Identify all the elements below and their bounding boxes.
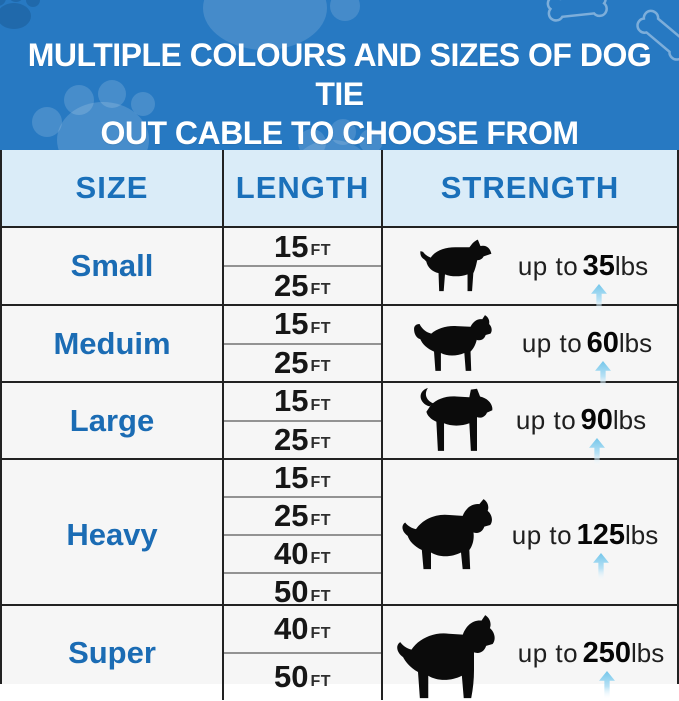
strength-prefix: up to — [521, 328, 583, 358]
strength-text — [512, 519, 658, 552]
mountain-dog-icon — [396, 497, 496, 573]
table-row — [2, 606, 677, 694]
retriever-dog-icon — [402, 313, 506, 375]
length-unit: FT — [310, 435, 332, 453]
length-cell — [224, 420, 381, 459]
strength-value: 250 — [582, 636, 631, 669]
spaniel-dog-icon — [390, 616, 502, 700]
page-title-line1: MULTIPLE COLOURS AND SIZES OF DOG TIE — [27, 37, 652, 113]
length-unit: FT — [310, 242, 332, 259]
size-label: Heavy — [66, 517, 158, 552]
table-row — [2, 306, 677, 383]
size-comparison-table — [0, 150, 679, 694]
up-arrow-icon — [592, 553, 610, 583]
length-unit: FT — [310, 587, 332, 605]
strength-text — [516, 404, 646, 437]
length-cell — [224, 606, 381, 652]
length-value: 50 — [273, 659, 309, 694]
column-header-strength: STRENGTH — [440, 170, 620, 205]
length-value: 50 — [273, 574, 309, 609]
strength-cell — [383, 383, 677, 458]
length-unit: FT — [310, 511, 332, 529]
length-unit: FT — [310, 396, 332, 414]
length-unit: FT — [310, 281, 332, 298]
length-cell — [224, 265, 381, 304]
column-header-length: LENGTH — [222, 150, 383, 226]
header-banner — [0, 0, 679, 150]
length-value: 40 — [273, 611, 309, 646]
strength-text — [522, 327, 652, 360]
length-unit: FT — [310, 624, 332, 642]
strength-value: 35 — [582, 249, 615, 282]
length-column — [222, 228, 383, 304]
length-value: 40 — [273, 536, 309, 571]
length-value: 25 — [273, 421, 309, 457]
strength-unit: lbs — [624, 519, 659, 550]
table-row — [2, 383, 677, 460]
size-label: Large — [69, 402, 155, 438]
strength-value: 125 — [576, 518, 625, 551]
length-value: 15 — [273, 460, 309, 495]
up-arrow-icon — [588, 438, 606, 468]
table-row — [2, 460, 677, 609]
length-unit: FT — [310, 473, 332, 491]
length-cell — [224, 572, 381, 610]
strength-unit: lbs — [614, 250, 649, 281]
strength-prefix: up to — [517, 250, 579, 281]
page-title-line2: OUT CABLE TO CHOOSE FROM — [100, 115, 579, 152]
strength-unit: lbs — [618, 328, 653, 358]
up-arrow-icon — [594, 361, 612, 391]
strength-value: 90 — [580, 404, 613, 436]
strength-prefix: up to — [511, 519, 573, 550]
size-label: Super — [68, 635, 156, 670]
strength-value: 60 — [586, 327, 619, 359]
strength-cell — [383, 228, 677, 304]
length-value: 15 — [273, 383, 309, 419]
length-cell — [224, 652, 381, 700]
up-arrow-icon — [590, 284, 608, 314]
strength-cell — [383, 460, 677, 610]
length-cell — [224, 496, 381, 534]
strength-unit: lbs — [612, 405, 647, 435]
length-column — [222, 606, 383, 700]
table-row — [2, 228, 677, 306]
length-cell — [224, 343, 381, 382]
strength-cell — [383, 606, 677, 700]
length-value: 25 — [273, 267, 309, 303]
length-cell — [224, 383, 381, 420]
length-cell — [224, 460, 381, 496]
length-value: 15 — [273, 228, 309, 264]
length-column — [222, 460, 383, 610]
strength-text — [518, 250, 648, 283]
size-label: Small — [70, 248, 154, 283]
strength-prefix: up to — [515, 405, 577, 435]
length-unit: FT — [310, 358, 332, 376]
table-header-row — [2, 150, 677, 228]
column-header-size: SIZE — [75, 170, 149, 205]
length-unit: FT — [310, 672, 332, 690]
page-title — [0, 0, 679, 153]
length-cell — [224, 228, 381, 265]
strength-text — [518, 637, 664, 670]
length-value: 25 — [273, 498, 309, 533]
strength-unit: lbs — [630, 637, 665, 668]
length-unit: FT — [310, 549, 332, 567]
length-column — [222, 383, 383, 458]
length-value: 15 — [273, 306, 309, 342]
size-label: Meduim — [53, 325, 171, 361]
pitbull-dog-icon — [406, 237, 502, 295]
length-cell — [224, 306, 381, 343]
up-arrow-icon — [598, 671, 616, 701]
length-unit: FT — [310, 319, 332, 337]
husky-dog-icon — [408, 386, 500, 456]
length-value: 25 — [273, 344, 309, 380]
length-column — [222, 306, 383, 381]
strength-cell — [383, 306, 677, 381]
length-cell — [224, 534, 381, 572]
strength-prefix: up to — [517, 637, 579, 668]
